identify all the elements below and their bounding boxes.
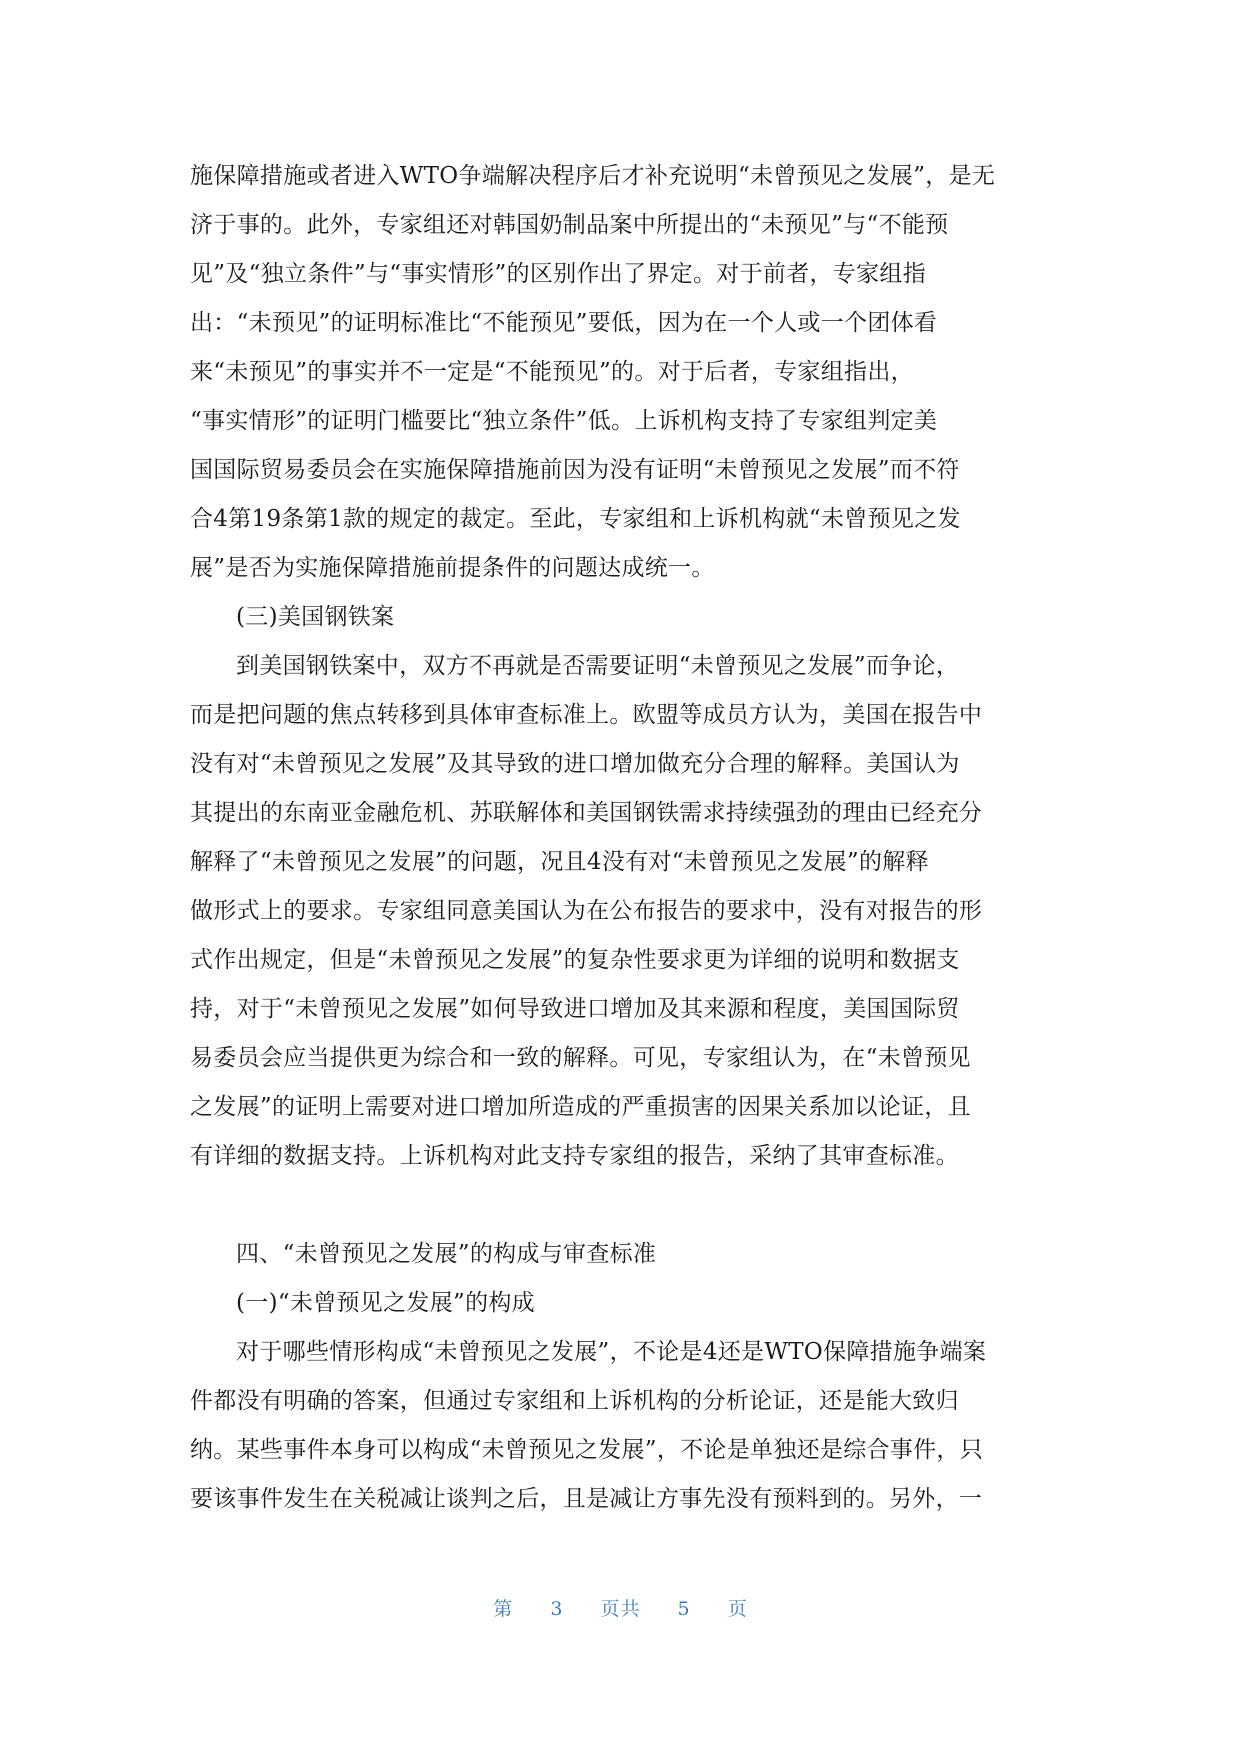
- section-heading: (三)美国钢铁案: [236, 604, 395, 630]
- text-line: 做形式上的要求。专家组同意美国认为在公布报告的要求中，没有对报告的形: [190, 898, 983, 924]
- text-line: 纳。某些事件本身可以构成“未曾预见之发展”，不论是单独还是综合事件，只: [190, 1437, 984, 1463]
- text-line: 展”是否为实施保障措施前提条件的问题达成统一。: [190, 555, 715, 581]
- text-line: 易委员会应当提供更为综合和一致的解释。可见，专家组认为，在“未曾预见: [190, 1045, 971, 1071]
- text-line: 持，对于“未曾预见之发展”如何导致进口增加及其来源和程度，美国国际贸: [190, 996, 960, 1022]
- text-line: 式作出规定，但是“未曾预见之发展”的复杂性要求更为详细的说明和数据支: [190, 947, 960, 973]
- text-line: “事实情形”的证明门槛要比“独立条件”低。上诉机构支持了专家组判定美: [190, 408, 938, 434]
- chapter-heading: 四、“未曾预见之发展”的构成与审查标准: [236, 1241, 657, 1267]
- text-line: 没有对“未曾预见之发展”及其导致的进口增加做充分合理的解释。美国认为: [190, 751, 960, 777]
- text-line: 而是把问题的焦点转移到具体审查标准上。欧盟等成员方认为，美国在报告中: [190, 702, 983, 728]
- text-line: 对于哪些情形构成“未曾预见之发展”，不论是4还是WTO保障措施争端案: [236, 1339, 987, 1365]
- page-footer: [0, 1594, 1241, 1621]
- document-body: [190, 152, 1055, 1524]
- footer-middle: 页共: [600, 1598, 641, 1620]
- section-heading: (一)“未曾预见之发展”的构成: [236, 1290, 535, 1316]
- text-line: 到美国钢铁案中，双方不再就是否需要证明“未曾预见之发展”而争论，: [236, 653, 960, 679]
- text-line: 其提出的东南亚金融危机、苏联解体和美国钢铁需求持续强劲的理由已经充分: [190, 800, 983, 826]
- text-line: 要该事件发生在关税减让谈判之后，且是减让方事先没有预料到的。另外，一: [190, 1486, 983, 1512]
- total-page-number: 5: [677, 1598, 691, 1620]
- text-line: 国国际贸易委员会在实施保障措施前因为没有证明“未曾预见之发展”而不符: [190, 457, 960, 483]
- text-line: 见”及“独立条件”与“事实情形”的区别作出了界定。对于前者，专家组指: [190, 261, 926, 287]
- text-line: 之发展”的证明上需要对进口增加所造成的严重损害的因果关系加以论证，且: [190, 1094, 971, 1120]
- text-line: 有详细的数据支持。上诉机构对此支持专家组的报告，采纳了其审查标准。: [190, 1143, 959, 1169]
- text-line: 解释了“未曾预见之发展”的问题，况且4没有对“未曾预见之发展”的解释: [190, 849, 929, 875]
- current-page-number: 3: [550, 1598, 564, 1620]
- text-line: 济于事的。此外，专家组还对韩国奶制品案中所提出的“未预见”与“不能预: [190, 212, 949, 238]
- footer-prefix: 第: [493, 1598, 514, 1620]
- text-line: 出：“未预见”的证明标准比“不能预见”要低，因为在一个人或一个团体看: [190, 310, 938, 336]
- paragraph-gap: [190, 1181, 1055, 1230]
- text-line: 施保障措施或者进入WTO争端解决程序后才补充说明“未曾预见之发展”，是无: [190, 163, 996, 189]
- text-line: 件都没有明确的答案，但通过专家组和上诉机构的分析论证，还是能大致归: [190, 1388, 959, 1414]
- text-line: 来“未预见”的事实并不一定是“不能预见”的。对于后者，专家组指出，: [190, 359, 914, 385]
- text-line: 合4第19条第1款的规定的裁定。至此，专家组和上诉机构就“未曾预见之发: [190, 506, 961, 532]
- footer-suffix: 页: [727, 1598, 748, 1620]
